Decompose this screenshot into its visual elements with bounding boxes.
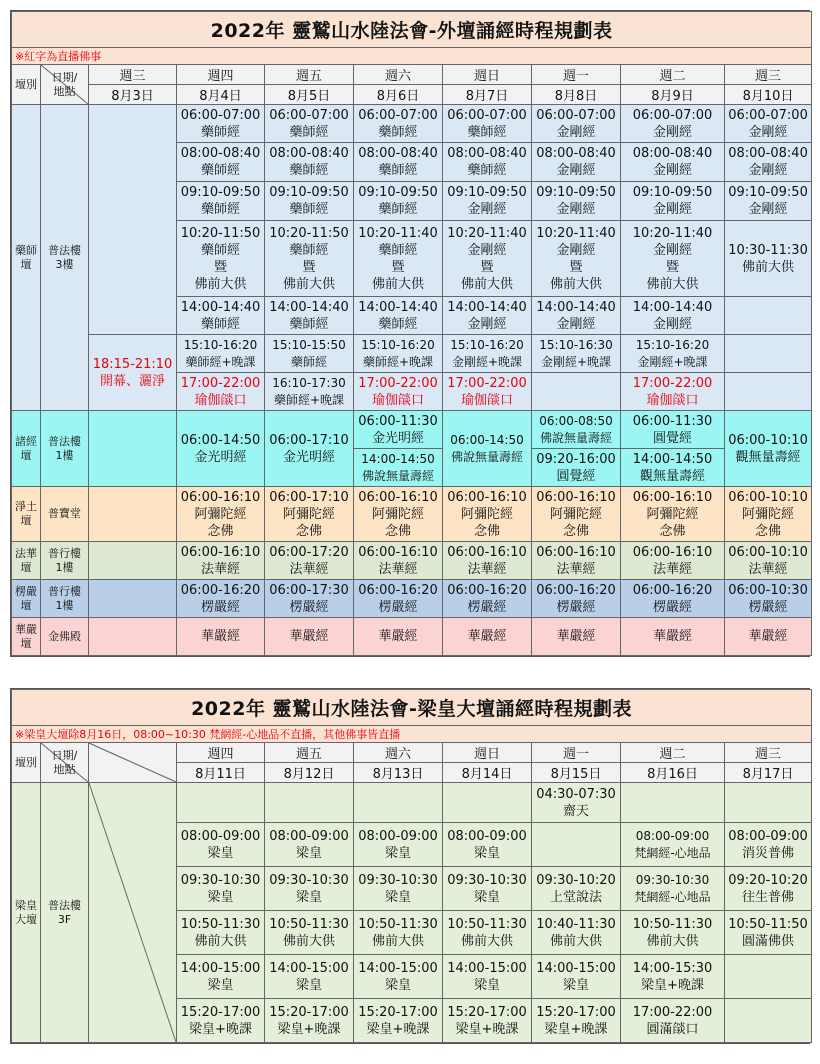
day-header: 週五 xyxy=(265,65,354,85)
date-header: 8月6日 xyxy=(354,85,443,105)
day-header: 週一 xyxy=(532,743,621,763)
schedule-cell: 09:10-09:50 金剛經 xyxy=(621,182,725,221)
page-title: 2022年 靈鷲山水陸法會-梁皇大壇誦經時程規劃表 xyxy=(12,690,812,726)
schedule-cell: 14:00-14:40 藥師經 xyxy=(177,297,265,335)
schedule-cell: 09:10-09:50 藥師經 xyxy=(177,182,265,221)
altar-huayan: 華嚴 壇 xyxy=(12,618,41,656)
day-header: 週四 xyxy=(177,743,265,763)
day-header: 週三 xyxy=(89,65,177,85)
blank-diagonal-cell xyxy=(89,783,177,1043)
schedule-cell: 08:00-08:40 藥師經 xyxy=(443,143,532,182)
schedule-cell: 09:20-10:20 往生普佛 xyxy=(725,867,812,911)
altar-zhujing: 諸經 壇 xyxy=(12,411,41,487)
schedule-cell: 14:00-14:40 藥師經 xyxy=(265,297,354,335)
day-header: 週三 xyxy=(725,65,812,85)
schedule-cell: 06:00-10:10 觀無量壽經 xyxy=(725,411,812,487)
schedule-cell: 15:10-16:20 藥師經+晚課 xyxy=(177,335,265,373)
location-huayan: 金佛殿 xyxy=(41,618,89,656)
altar-lengyan: 楞嚴 壇 xyxy=(12,580,41,618)
schedule-cell: 06:00-16:10 法華經 xyxy=(532,542,621,580)
date-header: 8月9日 xyxy=(621,85,725,105)
live-note: ※梁皇大壇除8月16日，08:00~10:30 梵網經-心地品不直播，其他佛事皆直播 xyxy=(12,726,812,743)
day-header: 週六 xyxy=(354,65,443,85)
schedule-cell: 15:20-17:00 梁皇+晚課 xyxy=(354,999,443,1043)
schedule-cell: 華嚴經 xyxy=(725,618,812,656)
date-header: 8月10日 xyxy=(725,85,812,105)
opening-ceremony-cell: 18:15-21:10 開幕、灑淨 xyxy=(89,335,177,411)
schedule-cell: 10:20-11:40 金剛經 暨 佛前大供 xyxy=(443,221,532,297)
schedule-cell: 華嚴經 xyxy=(532,618,621,656)
schedule-cell: 06:00-16:20 楞嚴經 xyxy=(443,580,532,618)
schedule-cell: 06:00-16:10 阿彌陀經 念佛 xyxy=(621,487,725,542)
schedule-cell: 06:00-17:20 法華經 xyxy=(265,542,354,580)
outer-altar-schedule xyxy=(10,10,810,657)
schedule-cell xyxy=(265,783,354,823)
schedule-cell: 06:00-17:10 阿彌陀經 念佛 xyxy=(265,487,354,542)
schedule-cell: 08:00-09:00 梁皇 xyxy=(443,823,532,867)
schedule-cell: 06:00-17:10 金光明經 xyxy=(265,411,354,487)
schedule-cell: 09:30-10:20 上堂說法 xyxy=(532,867,621,911)
day-header: 週二 xyxy=(621,743,725,763)
diagonal-line xyxy=(89,783,176,1042)
schedule-cell: 09:30-10:30 梵網經-心地品 xyxy=(621,867,725,911)
schedule-cell: 10:50-11:50 圓滿佛供 xyxy=(725,911,812,955)
schedule-cell: 10:20-11:40 藥師經 暨 佛前大供 xyxy=(354,221,443,297)
schedule-cell: 10:40-11:30 佛前大供 xyxy=(532,911,621,955)
schedule-cell: 14:00-15:00 梁皇 xyxy=(443,955,532,999)
schedule-cell: 華嚴經 xyxy=(265,618,354,656)
schedule-cell: 15:10-16:30 金剛經+晚課 xyxy=(532,335,621,373)
day-header: 週六 xyxy=(354,743,443,763)
schedule-cell: 09:30-10:30 梁皇 xyxy=(443,867,532,911)
schedule-cell: 09:10-09:50 金剛經 xyxy=(532,182,621,221)
location-lengyan: 普行樓 1樓 xyxy=(41,580,89,618)
schedule-cell: 10:20-11:40 金剛經 暨 佛前大供 xyxy=(621,221,725,297)
date-header: 8月13日 xyxy=(354,763,443,783)
diagonal-line xyxy=(89,743,176,782)
schedule-cell: 10:20-11:40 金剛經 暨 佛前大供 xyxy=(532,221,621,297)
schedule-cell: 15:10-16:20 金剛經+晚課 xyxy=(443,335,532,373)
schedule-cell: 14:00-15:30 梁皇+晚課 xyxy=(621,955,725,999)
schedule-cell: 09:10-09:50 藥師經 xyxy=(265,182,354,221)
schedule-cell: 16:10-17:30 藥師經+晚課 xyxy=(265,373,354,411)
schedule-cell: 06:00-16:10 法華經 xyxy=(621,542,725,580)
date-header: 8月5日 xyxy=(265,85,354,105)
schedule-cell xyxy=(725,999,812,1043)
schedule-cell xyxy=(725,297,812,335)
date-header: 8月15日 xyxy=(532,763,621,783)
schedule-cell: 14:00-14:40 金剛經 xyxy=(532,297,621,335)
location-zhujing: 普法樓 1樓 xyxy=(41,411,89,487)
day-header: 週日 xyxy=(443,65,532,85)
schedule-cell: 10:50-11:30 佛前大供 xyxy=(354,911,443,955)
date-header: 8月4日 xyxy=(177,85,265,105)
schedule-cell: 06:00-14:50 金光明經 xyxy=(177,411,265,487)
schedule-cell: 06:00-16:10 阿彌陀經 念佛 xyxy=(354,487,443,542)
empty-cell xyxy=(89,105,177,335)
schedule-cell: 06:00-10:30 楞嚴經 xyxy=(725,580,812,618)
schedule-cell: 15:20-17:00 梁皇+晚課 xyxy=(265,999,354,1043)
date-header: 8月7日 xyxy=(443,85,532,105)
schedule-cell: 華嚴經 xyxy=(354,618,443,656)
day-header: 週四 xyxy=(177,65,265,85)
schedule-cell: 06:00-07:00 金剛經 xyxy=(621,105,725,143)
schedule-cell: 09:10-09:50 金剛經 xyxy=(725,182,812,221)
altar-jingtu: 淨土 壇 xyxy=(12,487,41,542)
altar-header: 壇別 xyxy=(12,743,41,783)
altar-liangwang: 梁皇 大壇 xyxy=(12,783,41,1043)
page-title: 2022年 靈鷲山水陸法會-外壇誦經時程規劃表 xyxy=(12,12,812,48)
schedule-cell: 10:20-11:50 藥師經 暨 佛前大供 xyxy=(177,221,265,297)
schedule-cell: 17:00-22:00 圓滿燄口 xyxy=(621,999,725,1043)
schedule-cell: 華嚴經 xyxy=(443,618,532,656)
location-fahua: 普行樓 1樓 xyxy=(41,542,89,580)
schedule-cell: 14:00-15:00 梁皇 xyxy=(532,955,621,999)
schedule-cell: 08:00-08:40 金剛經 xyxy=(532,143,621,182)
schedule-cell: 06:00-16:20 楞嚴經 xyxy=(354,580,443,618)
schedule-cell: 06:00-07:00 藥師經 xyxy=(354,105,443,143)
schedule-cell: 15:10-16:20 藥師經+晚課 xyxy=(354,335,443,373)
day-header: 週五 xyxy=(265,743,354,763)
schedule-cell: 10:20-11:50 藥師經 暨 佛前大供 xyxy=(265,221,354,297)
schedule-cell: 08:00-08:40 金剛經 xyxy=(621,143,725,182)
date-location-header: 日期/ 地點 xyxy=(41,743,89,783)
empty-cell xyxy=(89,580,177,618)
date-location-header: 日期/ 地點 xyxy=(41,65,89,105)
schedule-cell: 14:00-14:40 藥師經 xyxy=(354,297,443,335)
schedule-cell xyxy=(354,783,443,823)
schedule-cell: 14:00-14:40 金剛經 xyxy=(621,297,725,335)
schedule-cell: 06:00-16:10 法華經 xyxy=(354,542,443,580)
schedule-cell: 08:00-08:40 金剛經 xyxy=(725,143,812,182)
schedule-cell: 06:00-10:10 阿彌陀經 念佛 xyxy=(725,487,812,542)
schedule-cell: 09:10-09:50 藥師經 xyxy=(354,182,443,221)
schedule-cell: 14:00-15:00 梁皇 xyxy=(354,955,443,999)
schedule-cell xyxy=(532,373,621,411)
schedule-cell xyxy=(725,955,812,999)
day-header: 週一 xyxy=(532,65,621,85)
schedule-cell: 華嚴經 xyxy=(621,618,725,656)
day-header: 週三 xyxy=(725,743,812,763)
schedule-cell: 10:30-11:30 佛前大供 xyxy=(725,221,812,297)
empty-cell xyxy=(89,618,177,656)
schedule-cell: 10:50-11:30 佛前大供 xyxy=(443,911,532,955)
schedule-cell xyxy=(725,783,812,823)
schedule-cell: 06:00-11:30 圓覺經 xyxy=(621,411,725,449)
date-header: 8月14日 xyxy=(443,763,532,783)
date-header: 8月12日 xyxy=(265,763,354,783)
altar-yaoshi: 藥師 壇 xyxy=(12,105,41,411)
schedule-cell: 15:20-17:00 梁皇+晚課 xyxy=(532,999,621,1043)
schedule-cell: 06:00-14:50 佛說無量壽經 xyxy=(443,411,532,487)
schedule-cell: 14:00-15:00 梁皇 xyxy=(177,955,265,999)
live-schedule-cell: 17:00-22:00 瑜伽燄口 xyxy=(443,373,532,411)
schedule-cell: 04:30-07:30 齋天 xyxy=(532,783,621,823)
schedule-cell: 15:10-15:50 藥師經 xyxy=(265,335,354,373)
schedule-cell: 08:00-09:00 梵網經-心地品 xyxy=(621,823,725,867)
schedule-cell: 14:00-14:50 觀無量壽經 xyxy=(621,449,725,487)
schedule-cell: 06:00-16:10 阿彌陀經 念佛 xyxy=(443,487,532,542)
schedule-cell xyxy=(443,783,532,823)
date-header: 8月16日 xyxy=(621,763,725,783)
schedule-cell: 06:00-10:10 法華經 xyxy=(725,542,812,580)
schedule-cell: 06:00-16:20 楞嚴經 xyxy=(177,580,265,618)
schedule-cell: 06:00-07:00 金剛經 xyxy=(532,105,621,143)
live-schedule-cell: 17:00-22:00 瑜伽燄口 xyxy=(354,373,443,411)
schedule-cell: 08:00-09:00 梁皇 xyxy=(177,823,265,867)
schedule-cell: 15:10-16:20 金剛經+晚課 xyxy=(621,335,725,373)
outer-altar-table xyxy=(11,11,812,656)
schedule-cell: 06:00-07:00 金剛經 xyxy=(725,105,812,143)
schedule-cell: 09:20-16:00 圓覺經 xyxy=(532,449,621,487)
live-schedule-cell: 17:00-22:00 瑜伽燄口 xyxy=(177,373,265,411)
schedule-cell: 09:30-10:30 梁皇 xyxy=(265,867,354,911)
schedule-cell: 08:00-08:40 藥師經 xyxy=(177,143,265,182)
schedule-cell: 06:00-11:30 金光明經 xyxy=(354,411,443,449)
liangwang-altar-schedule xyxy=(10,688,810,1044)
schedule-cell: 14:00-15:00 梁皇 xyxy=(265,955,354,999)
location-liangwang: 普法樓 3F xyxy=(41,783,89,1043)
schedule-cell: 06:00-07:00 藥師經 xyxy=(265,105,354,143)
schedule-cell: 08:00-09:00 消災普佛 xyxy=(725,823,812,867)
live-schedule-cell: 17:00-22:00 瑜伽燄口 xyxy=(621,373,725,411)
empty-cell xyxy=(89,542,177,580)
schedule-cell: 06:00-07:00 藥師經 xyxy=(177,105,265,143)
schedule-cell xyxy=(725,373,812,411)
schedule-cell: 06:00-16:20 楞嚴經 xyxy=(532,580,621,618)
schedule-cell: 06:00-07:00 藥師經 xyxy=(443,105,532,143)
schedule-cell: 08:00-08:40 藥師經 xyxy=(354,143,443,182)
schedule-cell: 10:50-11:30 佛前大供 xyxy=(265,911,354,955)
schedule-cell: 10:50-11:30 佛前大供 xyxy=(177,911,265,955)
empty-cell xyxy=(89,487,177,542)
location-jingtu: 普寶堂 xyxy=(41,487,89,542)
schedule-cell: 09:30-10:30 梁皇 xyxy=(354,867,443,911)
schedule-cell: 06:00-08:50 佛說無量壽經 xyxy=(532,411,621,449)
blank-header xyxy=(89,743,177,783)
schedule-cell: 06:00-16:10 阿彌陀經 念佛 xyxy=(177,487,265,542)
schedule-cell xyxy=(725,335,812,373)
schedule-cell: 06:00-16:20 楞嚴經 xyxy=(621,580,725,618)
schedule-cell: 15:20-17:00 梁皇+晚課 xyxy=(443,999,532,1043)
schedule-cell: 09:30-10:30 梁皇 xyxy=(177,867,265,911)
date-header: 8月8日 xyxy=(532,85,621,105)
day-header: 週二 xyxy=(621,65,725,85)
schedule-cell: 09:10-09:50 金剛經 xyxy=(443,182,532,221)
schedule-cell: 06:00-16:10 阿彌陀經 念佛 xyxy=(532,487,621,542)
altar-header: 壇別 xyxy=(12,65,41,105)
live-note: ※紅字為直播佛事 xyxy=(12,48,812,65)
schedule-cell xyxy=(532,823,621,867)
empty-cell xyxy=(89,411,177,487)
schedule-cell: 14:00-14:40 金剛經 xyxy=(443,297,532,335)
schedule-cell: 08:00-09:00 梁皇 xyxy=(265,823,354,867)
liangwang-altar-table xyxy=(11,689,812,1043)
altar-fahua: 法華 壇 xyxy=(12,542,41,580)
schedule-cell xyxy=(177,783,265,823)
schedule-cell: 06:00-16:10 法華經 xyxy=(443,542,532,580)
date-header: 8月11日 xyxy=(177,763,265,783)
date-header: 8月3日 xyxy=(89,85,177,105)
schedule-cell: 10:50-11:30 佛前大供 xyxy=(621,911,725,955)
schedule-cell xyxy=(621,783,725,823)
schedule-cell: 14:00-14:50 佛說無量壽經 xyxy=(354,449,443,487)
schedule-cell: 華嚴經 xyxy=(177,618,265,656)
schedule-cell: 06:00-16:10 法華經 xyxy=(177,542,265,580)
location-yaoshi: 普法樓 3樓 xyxy=(41,105,89,411)
schedule-cell: 06:00-17:30 楞嚴經 xyxy=(265,580,354,618)
schedule-cell: 15:20-17:00 梁皇+晚課 xyxy=(177,999,265,1043)
date-header: 8月17日 xyxy=(725,763,812,783)
schedule-cell: 08:00-08:40 藥師經 xyxy=(265,143,354,182)
day-header: 週日 xyxy=(443,743,532,763)
schedule-cell: 08:00-09:00 梁皇 xyxy=(354,823,443,867)
